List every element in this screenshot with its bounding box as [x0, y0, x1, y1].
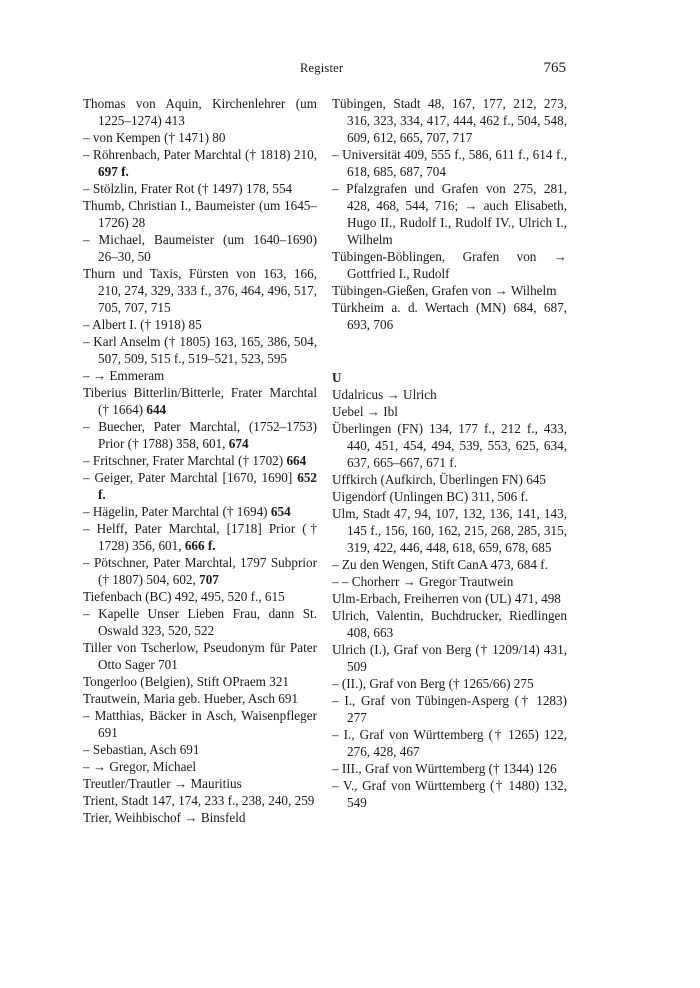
running-head: Register: [300, 61, 344, 75]
index-group-t: [332, 95, 567, 333]
index-entry: [83, 588, 317, 605]
index-entry-text: – Zu den Wengen, Stift CanA 473, 684 f.: [332, 557, 548, 572]
index-entry-text: Thurn und Taxis, Fürsten von 163, 166, 210, 274, 329, 333 f., 376, 464, 496, 517, 705, 707, 715: [83, 266, 317, 315]
index-entry-text: Trautwein, Maria geb. Hueber, Asch 691: [83, 691, 299, 706]
index-entry-text: Ulm, Stadt 47, 94, 107, 132, 136, 141, 143, 145 f., 156, 160, 162, 215, 268, 285, 315, 319, 422, 446, 448, 618, 659, 678, 685: [332, 506, 567, 555]
index-entry: [332, 573, 567, 590]
index-entry-text: Tiefenbach (BC) 492, 495, 520 f., 615: [83, 589, 285, 604]
index-entry: [83, 554, 317, 588]
index-entry: [83, 775, 317, 792]
index-column-right: [332, 95, 567, 811]
index-entry-text: – Röhrenbach, Pater Marchtal († 1818) 210,: [83, 147, 317, 162]
index-entry: [332, 403, 567, 420]
index-entry-text: – I., Graf von Württemberg († 1265) 122, 276, 428, 467: [332, 727, 567, 759]
page-header: [0, 60, 700, 82]
index-entry: [332, 590, 567, 607]
index-entry: [83, 265, 317, 316]
index-entry-text: – Helff, Pater Marchtal, [1718] Prior († 1728) 356, 601,: [83, 521, 317, 553]
index-entry: [83, 180, 317, 197]
index-entry: [83, 605, 317, 639]
index-entry-text: – → Gregor, Michael: [83, 759, 196, 774]
index-entry: [83, 452, 317, 469]
index-entry-text: – Stölzlin, Frater Rot († 1497) 178, 554: [83, 181, 293, 196]
index-entry-text: – Albert I. († 1918) 85: [83, 317, 202, 332]
index-entry: [332, 282, 567, 299]
index-entry-text: Trier, Weihbischof → Binsfeld: [83, 810, 246, 825]
index-entry: [83, 95, 317, 129]
index-entry: [83, 503, 317, 520]
index-entry-text: – III., Graf von Württemberg († 1344) 126: [332, 761, 557, 776]
index-entry: [332, 556, 567, 573]
index-entry-text: – Buecher, Pater Marchtal, (1752–1753) Prior († 1788) 358, 601,: [83, 419, 317, 451]
index-entry-bold-page: 654: [270, 504, 291, 519]
index-entry-text: Tongerloo (Belgien), Stift OPraem 321: [83, 674, 290, 689]
index-entry-text: – V., Graf von Württemberg († 1480) 132, 549: [332, 778, 567, 810]
index-entry-text: – Karl Anselm († 1805) 163, 165, 386, 504, 507, 509, 515 f., 519–521, 523, 595: [83, 334, 317, 366]
index-entry: [83, 316, 317, 333]
index-entry: [332, 386, 567, 403]
index-entry: [332, 420, 567, 471]
index-entry: [83, 197, 317, 231]
index-entry-text: Uffkirch (Aufkirch, Überlingen FN) 645: [332, 472, 547, 487]
index-entry: [83, 707, 317, 741]
index-entry-bold-page: 664: [286, 453, 307, 468]
index-entry-text: Tiberius Bitterlin/Bitterle, Frater Marchtal († 1664): [83, 385, 317, 417]
index-entry: [332, 505, 567, 556]
index-entry: [332, 692, 567, 726]
index-entry-bold-page: 644: [146, 402, 167, 417]
index-entry: [83, 367, 317, 384]
index-entry-text: – (II.), Graf von Berg († 1265/66) 275: [332, 676, 534, 691]
index-column-left: [83, 95, 317, 826]
index-entry: [332, 471, 567, 488]
index-entry-text: – Pötschner, Pater Marchtal, 1797 Subprior († 1807) 504, 602,: [83, 555, 317, 587]
index-entry-text: Thumb, Christian I., Baumeister (um 1645–1726) 28: [83, 198, 317, 230]
index-entry-text: Türkheim a. d. Wertach (MN) 684, 687, 693, 706: [332, 300, 567, 332]
index-entry: [83, 792, 317, 809]
index-entry: [332, 777, 567, 811]
index-entry: [83, 129, 317, 146]
index-entry: [332, 146, 567, 180]
index-entry-text: – Fritschner, Frater Marchtal († 1702): [83, 453, 287, 468]
index-entry: [83, 469, 317, 503]
index-entry-bold-page: 674: [228, 436, 249, 451]
index-entry: [332, 488, 567, 505]
index-entry: [83, 333, 317, 367]
index-entry: [83, 418, 317, 452]
index-entry-text: Thomas von Aquin, Kirchenlehrer (um 1225–1274) 413: [83, 96, 317, 128]
index-entry-text: Udalricus → Ulrich: [332, 387, 437, 402]
index-entry: [332, 726, 567, 760]
index-entry-text: Tübingen-Gießen, Grafen von → Wilhelm: [332, 283, 557, 298]
index-entry-text: – Pfalzgrafen und Grafen von 275, 281, 428, 468, 544, 716; → auch Elisabeth, Hugo II., Rudolf I., Rudolf IV., Ulrich I., Wilhelm: [332, 181, 567, 247]
index-entry-text: Uigendorf (Unlingen BC) 311, 506 f.: [332, 489, 529, 504]
index-entry: [332, 299, 567, 333]
index-entry-text: Tiller von Tscherlow, Pseudonym für Pater Otto Sager 701: [83, 640, 317, 672]
index-entry: [83, 146, 317, 180]
index-entry-text: – Geiger, Pater Marchtal [1670, 1690]: [83, 470, 298, 485]
index-entry: [332, 641, 567, 675]
page-number: 765: [543, 60, 566, 76]
index-entry: [332, 607, 567, 641]
index-entry: [83, 384, 317, 418]
index-entry-text: Uebel → Ibl: [332, 404, 398, 419]
index-entry: [83, 690, 317, 707]
index-entry-text: Ulm-Erbach, Freiherren von (UL) 471, 498: [332, 591, 561, 606]
index-entry-text: Ulrich, Valentin, Buchdrucker, Riedlingen 408, 663: [332, 608, 567, 640]
index-entry-bold-page: 652 f.: [98, 470, 317, 502]
index-entry: [83, 520, 317, 554]
index-entry-text: – Matthias, Bäcker in Asch, Waisenpfleger 691: [83, 708, 317, 740]
index-entry: [332, 760, 567, 777]
index-entry: [83, 809, 317, 826]
index-entry: [83, 741, 317, 758]
index-entry-text: – von Kempen († 1471) 80: [83, 130, 226, 145]
index-entry-text: Überlingen (FN) 134, 177 f., 212 f., 433, 440, 451, 454, 494, 539, 553, 625, 634, 637, 665–667, 671 f.: [332, 421, 567, 470]
index-entry-bold-page: 707: [199, 572, 219, 587]
index-entry: [83, 639, 317, 673]
index-entry-text: – Universität 409, 555 f., 586, 611 f., 614 f., 618, 685, 687, 704: [332, 147, 567, 179]
index-entry-text: – Kapelle Unser Lieben Frau, dann St. Oswald 323, 520, 522: [83, 606, 317, 638]
index-entry-text: – I., Graf von Tübingen-Asperg († 1283) 277: [332, 693, 567, 725]
index-group-u: [332, 386, 567, 811]
index-entry: [332, 248, 567, 282]
index-entry-text: Trient, Stadt 147, 174, 233 f., 238, 240, 259: [83, 793, 315, 808]
index-entry: [332, 675, 567, 692]
index-entry-text: Ulrich (I.), Graf von Berg († 1209/14) 431, 509: [332, 642, 567, 674]
index-entry-text: – → Emmeram: [83, 368, 165, 383]
index-entry-text: – – Chorherr → Gregor Trautwein: [332, 574, 514, 589]
index-entry-bold-page: 666 f.: [184, 538, 216, 553]
section-spacer: [332, 333, 567, 369]
index-entry-text: – Sebastian, Asch 691: [83, 742, 200, 757]
index-entry-text: – Michael, Baumeister (um 1640–1690) 26–30, 50: [83, 232, 317, 264]
section-letter-heading: U: [332, 370, 342, 385]
index-entry-text: Tübingen, Stadt 48, 167, 177, 212, 273, 316, 323, 334, 417, 444, 462 f., 504, 548, 609, 612, 665, 707, 717: [332, 96, 567, 145]
index-entry: [83, 758, 317, 775]
index-entry-bold-page: 697 f.: [98, 164, 129, 179]
index-entry: [332, 95, 567, 146]
index-entry-text: Treutler/Trautler → Mauritius: [83, 776, 242, 791]
index-entry: [83, 673, 317, 690]
index-entry: [332, 180, 567, 248]
index-entry-text: Tübingen-Böblingen, Grafen von → Gottfried I., Rudolf: [332, 249, 567, 281]
index-entry: [83, 231, 317, 265]
index-entry-text: – Hägelin, Pater Marchtal († 1694): [83, 504, 271, 519]
